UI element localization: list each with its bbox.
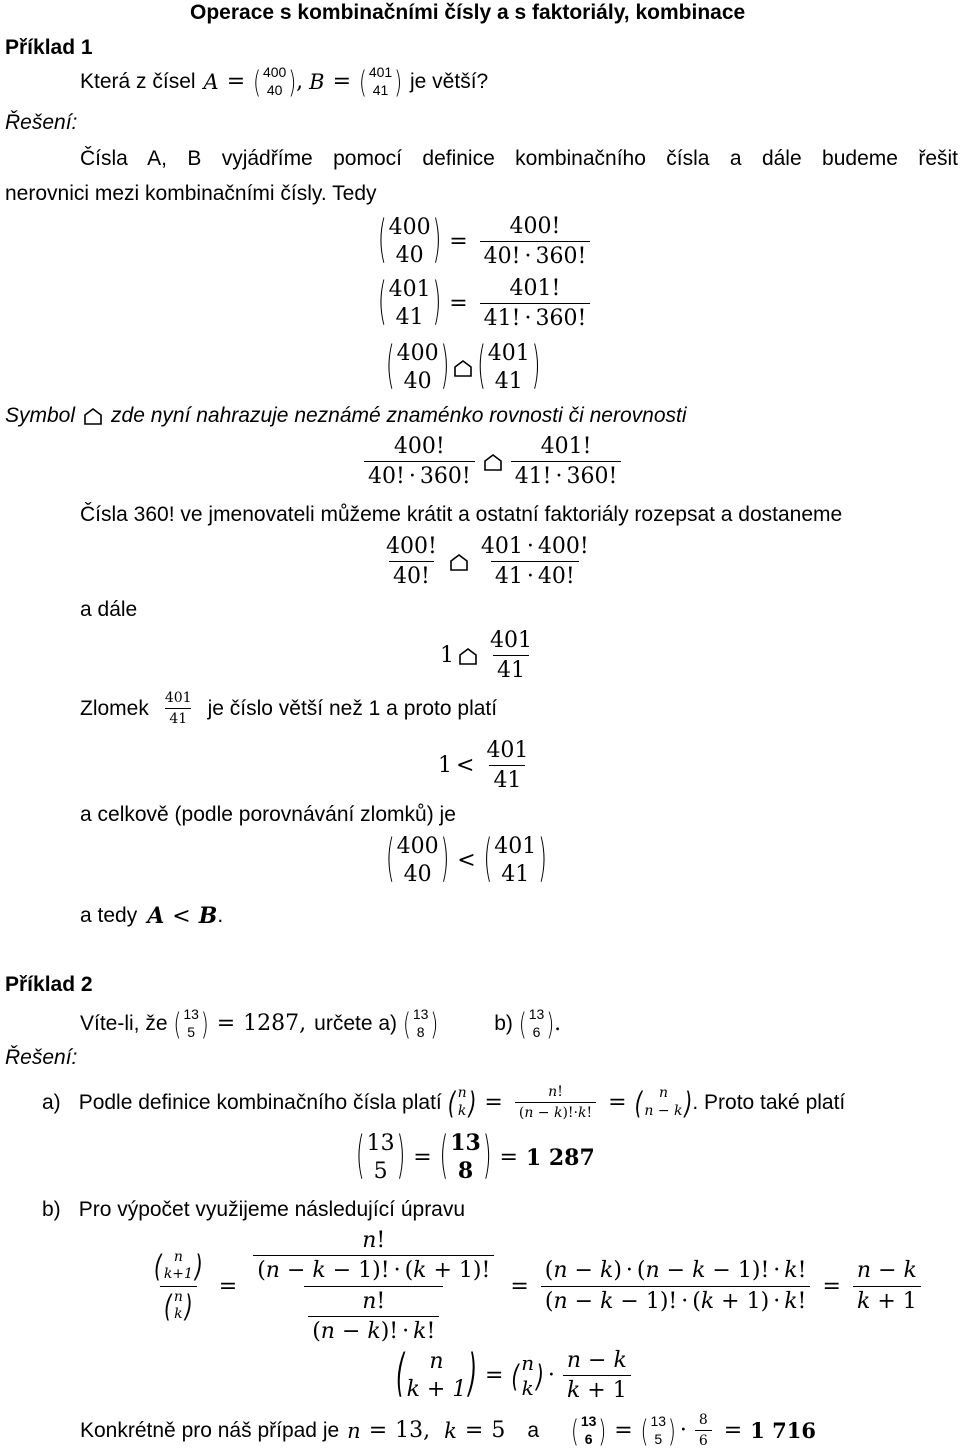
symbol-suffix: zde nyní nahrazuje neznámé znaménko rovnosti či nerovnosti [111,404,687,427]
solution-para-1-line1: Čísla A, B vyjádříme pomocí definice kombinačního čísla a dále budeme řešit [80,147,958,170]
zlomek-label: Zlomek [80,696,149,720]
tedy-label: a tedy [80,904,138,927]
result-1287: 1 287 [525,1144,595,1171]
binom-400-40: ( 400 40 ) [253,63,297,100]
part-b-label: b) [42,1198,61,1221]
celkove-text: a celkově (podle porovnávání zlomků) je [80,803,456,826]
konkretne-line: Konkrétně pro náš případ je n = 13, k = 5 a ( 13 6 ) = ( 13 5 ) · $\frac{8}{6}$ = 1 716 [80,1412,816,1450]
eq-compare-binoms: ( 400 40 ) ( 401 41 ) [386,337,541,396]
binom-13-8: ( 13 8 ) [403,1005,439,1042]
solution-para-1-line2: nerovnici mezi kombinačními čísly. Tedy [5,182,377,205]
konkretne-text: Konkrétně pro náš případ je [80,1418,340,1442]
eq-part-b-identity: ( n k + 1 ) = ( n k ) · $\frac{n - k}{k + 1}$ [396,1348,635,1404]
part-a-text: Podle definice kombinačního čísla platí [78,1090,442,1114]
solution-label-2: Řešení: [5,1046,78,1069]
part-b-text: Pro výpočet využijeme následující úpravu [78,1198,466,1221]
eq-reduced-fractions: $\frac{400!}{40!}$ $\frac{401 \cdot 400!}{41 \cdot 40!}$ [386,534,589,590]
part-a-line: a) Podle definice kombinačního čísla platí ( n k ) = $\frac{n!}{(n - k)!\cdot k!}$ = ( n n − k ) . Proto také platí [42,1084,846,1122]
eq-compare-fractions: $\frac{400!}{40! \cdot 360!}$ $\frac{401!}{41! \cdot 360!}$ [360,434,625,490]
part-a-suffix: . Proto také platí [692,1090,846,1114]
binom-401-41: ( 401 41 ) [359,63,402,100]
page-title: Operace s kombinačními čísly a s faktoriály, kombinace [190,1,746,24]
binom-13-5: ( 13 5 ) [173,1005,209,1042]
eq-one-vs-fraction: 1 $\frac{401}{41}$ [440,628,532,684]
question-prefix: Která z čísel [80,69,196,93]
cancel-text: Čísla 360! ve jmenovateli můžeme krátit a ostatní faktoriály rozepsat a dostaneme [80,503,843,526]
eq-one-less-fraction: 1 < $\frac{401}{41}$ [438,738,529,794]
a-dale-text: a dále [80,598,138,621]
symbol-explanation [5,404,687,428]
part-a-label: a) [42,1090,61,1114]
eq-binom-401-41: ( 401 41 ) = $\frac{401!}{41! \cdot 360!}$ [378,276,594,332]
example-1-heading: Příklad 1 [5,36,93,59]
unknown-sign-icon [83,407,103,425]
binom-13-6: ( 13 6 ) [518,1005,555,1042]
unknown-sign-icon [458,647,478,665]
zlomek-line: Zlomek $\frac{401}{41}$ je číslo větší než 1 a proto platí [80,690,498,728]
question-suffix: je větší? [410,69,489,93]
conclusion-line: a tedy A < B . [80,903,224,929]
symbol-prefix: Symbol [5,404,76,427]
eq-part-b-derivation: ( n k+1 ) ( n k ) = $\frac{\frac{n!}{(n - k - 1)! \cdot (k + 1)!}}{\frac{n!}{(n - k)! \cdot k!}}$ = $\frac{(n - k) \cdot (n - k - 1)! \cdot k!}{(n - k - 1)! \cdot (k + 1) \cdot k!}$ = $\frac{n - k}{k + 1}$ [146,1228,925,1344]
example-2-heading: Příklad 2 [5,973,93,996]
solution-label-1: Řešení: [5,111,78,134]
unknown-sign-icon [453,359,473,377]
eq-binom-less: ( 400 40 ) < ( 401 41 ) [386,830,547,889]
result-1716: 1 716 [750,1418,816,1444]
example-1-question: Která z čísel A = ( 400 40 ) , B = ( 401 41 ) je větší? [80,63,489,100]
task-b-label: b) [494,1011,513,1035]
part-b-line [42,1198,465,1222]
task-a-label: určete a) [314,1011,398,1035]
eq-part-a-result: ( 13 5 ) = ( 13 8 ) = 1 287 [356,1127,595,1186]
example-2-task: Víte-li, že ( 13 5 ) = 1287, určete a) ( 13 8 ) b) ( 13 6 ) . [80,1005,562,1042]
task-prefix: Víte-li, že [80,1011,168,1035]
unknown-sign-icon [449,553,469,571]
zlomek-suffix: je číslo větší než 1 a proto platí [207,696,498,720]
eq-binom-400-40: ( 400 40 ) = $\frac{400!}{40! \cdot 360!}$ [378,214,594,270]
unknown-sign-icon [483,453,503,471]
